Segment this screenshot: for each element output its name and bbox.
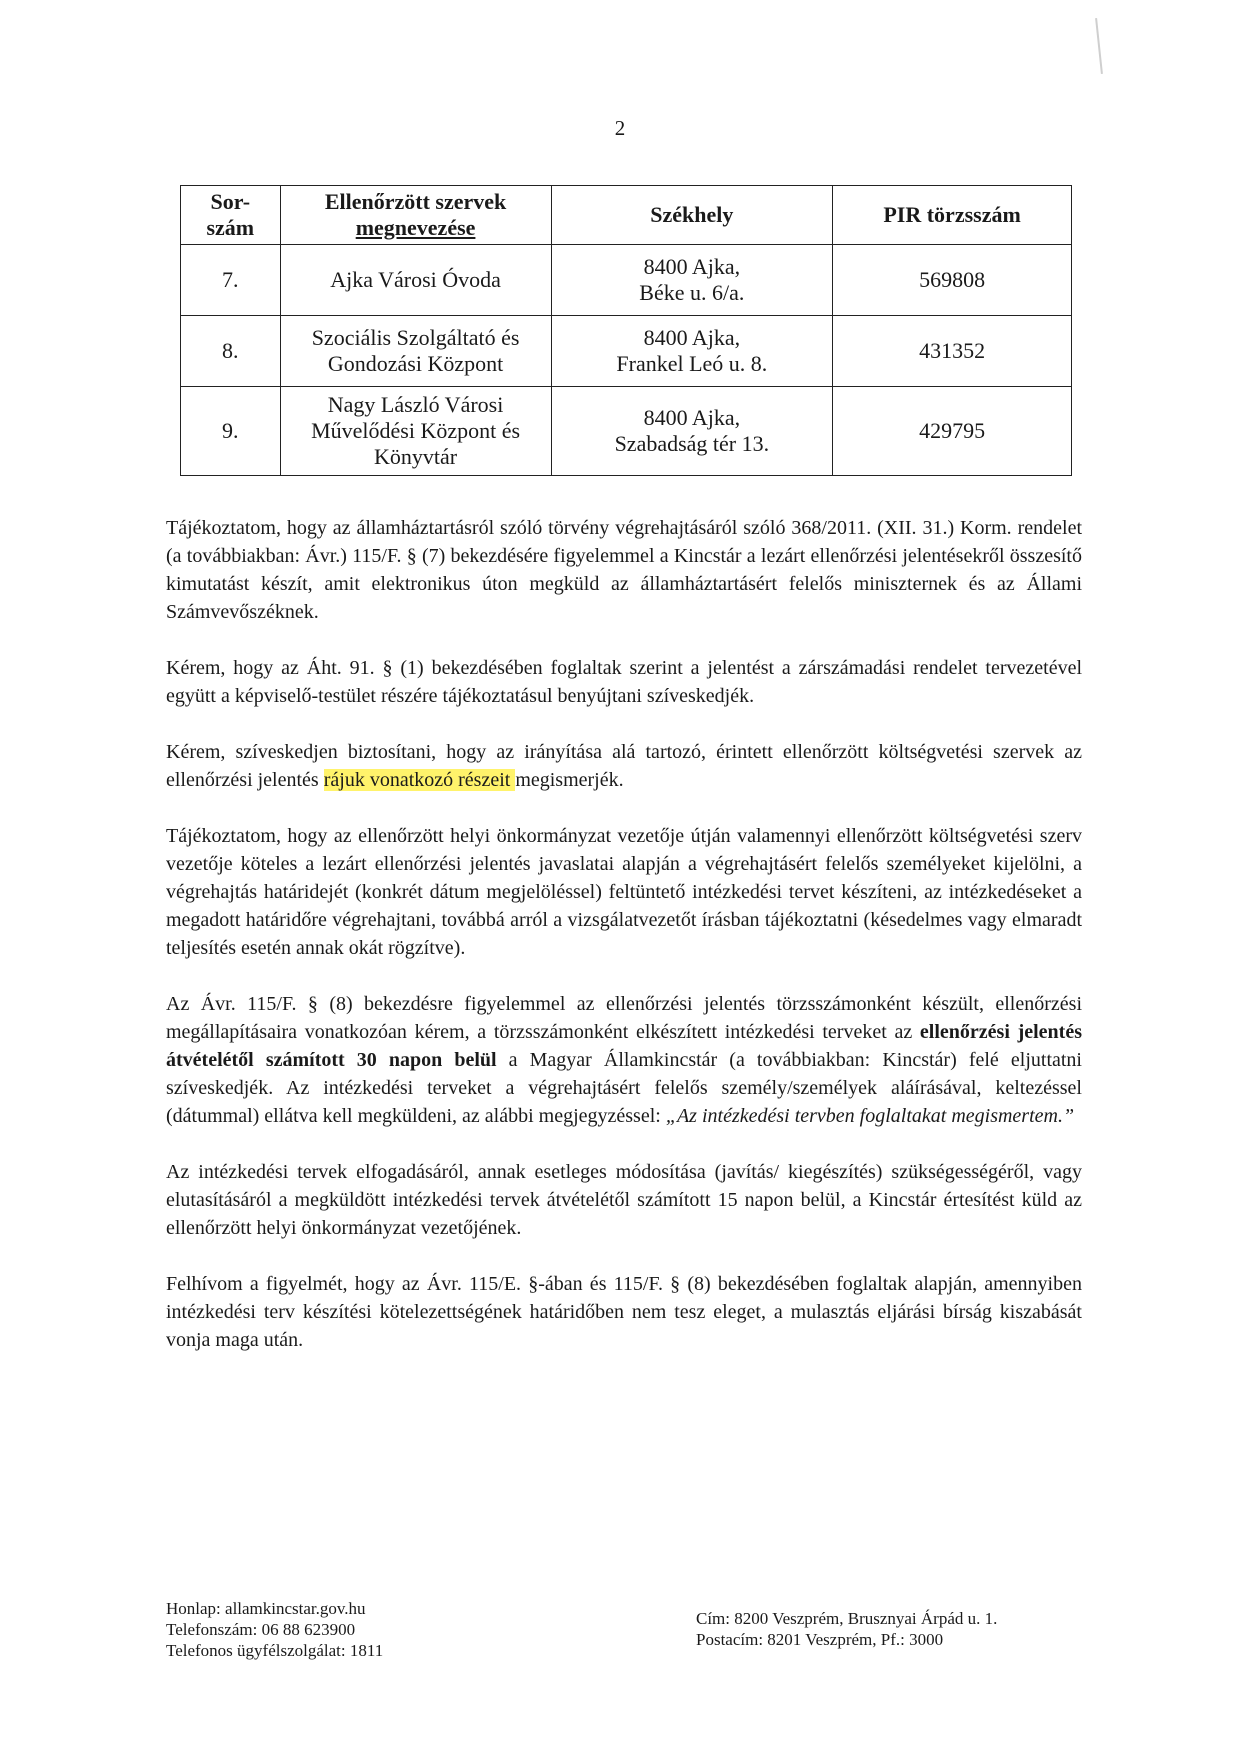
footer-helpdesk: Telefonos ügyfélszolgálat: 1811 bbox=[166, 1641, 384, 1660]
scan-artifact-line bbox=[1095, 18, 1103, 74]
paragraph-action-plan-duty: Tájékoztatom, hogy az ellenőrzött helyi önkormányzat vezetője útján valamennyi ellenőrzött költségvetési szerv vezetője köteles a lezárt ellenőrzési jelentés javaslatai alapján a végrehajtásért felelős személyeket kijelölni, a végrehajtás határidejét (konkrét dátum megjelöléssel) feltüntető intézkedési tervet készíteni, az intézkedéseket a megadott határidőre végrehajtani, továbbá arról a vizsgálatvezetőt írásban tájékoztatni (késedelmes vagy elmaradt teljesítés esetén annak okát rögzítve). bbox=[166, 825, 1082, 959]
paragraph-inform-organizations: Kérem, szíveskedjen biztosítani, hogy az irányítása alá tartozó, érintett ellenőrzött költségvetési szervek az ellenőrzési jelentés rájuk vonatkozó részeit megismerjék. bbox=[166, 741, 1082, 791]
highlighted-text: rájuk vonatkozó részeit bbox=[323, 769, 516, 791]
letter-body bbox=[166, 514, 1082, 1382]
cell-seat: 8400 Ajka, Szabadság tér 13. bbox=[551, 387, 833, 476]
cell-serial-number: 9. bbox=[181, 387, 281, 476]
deadline-emphasis: ellenőrzési jelentés átvételétől számított 30 napon belül bbox=[166, 1021, 1082, 1071]
table-row bbox=[181, 387, 1072, 476]
header-organization-name: Ellenőrzött szervek megnevezése bbox=[280, 186, 551, 245]
footer-website: Honlap: allamkincstar.gov.hu bbox=[166, 1599, 366, 1618]
header-seat: Székhely bbox=[551, 186, 833, 245]
header-serial-number: Sor- szám bbox=[181, 186, 281, 245]
cell-seat: 8400 Ajka, Frankel Leó u. 8. bbox=[551, 316, 833, 387]
cell-organization-name: Ajka Városi Óvoda bbox=[280, 245, 551, 316]
paragraph-plan-acceptance: Az intézkedési tervek elfogadásáról, annak esetleges módosítása (javítás/ kiegészítés) szükségességéről, vagy elutasításáról a megküldött intézkedési tervek átvételétől számított 15 napon belül, a Kincstár értesítést küld az ellenőrzött helyi önkormányzat vezetőjének. bbox=[166, 1161, 1082, 1239]
table-row bbox=[181, 316, 1072, 387]
page-number: 2 bbox=[614, 116, 626, 140]
paragraph-action-plan-deadline: Az Ávr. 115/F. § (8) bekezdésre figyelemmel az ellenőrzési jelentés törzsszámonként készült, ellenőrzési megállapításaira vonatkozóan kérem, a törzsszámonként elkészített intézkedési terveket az ellenőrzési jelentés átvételétől számított 30 napon belül a Magyar Államkincstár (a továbbiakban: Kincstár) felé eljuttatni szíveskedjék. Az intézkedési terveket a végrehajtásért felelős személy/személyek aláírásával, keltezéssel (dátummal) ellátva kell megküldeni, az alábbi megjegyzéssel: „Az intézkedési tervben foglaltakat megismertem.” bbox=[166, 993, 1082, 1127]
cell-organization-name: Nagy László Városi Művelődési Központ és Könyvtár bbox=[280, 387, 551, 476]
paragraph-penalty-warning: Felhívom a figyelmét, hogy az Ávr. 115/E. §-ában és 115/F. § (8) bekezdésében foglaltak alapján, amennyiben intézkedési terv készítési kötelezettségének határidőben nem tesz eleget, a mulasztás eljárási bírság kiszabását vonja maga után. bbox=[166, 1273, 1082, 1351]
footer-street-address: Cím: 8200 Veszprém, Brusznyai Árpád u. 1. bbox=[696, 1609, 998, 1628]
audited-organizations-table bbox=[180, 185, 1072, 476]
cell-organization-name: Szociális Szolgáltató és Gondozási Központ bbox=[280, 316, 551, 387]
paragraph-council-submission: Kérem, hogy az Áht. 91. § (1) bekezdésében foglaltak szerint a jelentést a zárszámadási rendelet tervezetével együtt a képviselő-testület részére tájékoztatásul benyújtani szíveskedjék. bbox=[166, 657, 1082, 707]
cell-serial-number: 7. bbox=[181, 245, 281, 316]
cell-pir-number: 429795 bbox=[833, 387, 1072, 476]
footer-address bbox=[696, 1608, 997, 1650]
cell-pir-number: 569808 bbox=[833, 245, 1072, 316]
footer-contact bbox=[166, 1598, 383, 1661]
paragraph-summary-report: Tájékoztatom, hogy az államháztartásról szóló törvény végrehajtásáról szóló 368/2011. (XII. 31.) Korm. rendelet (a továbbiakban: Ávr.) 115/F. § (7) bekezdésére figyelemmel a Kincstár a lezárt ellenőrzési jelentésekről összesítő kimutatást készít, amit elektronikus úton megküld az államháztartásért felelős miniszternek és az Állami Számvevőszéknek. bbox=[166, 517, 1082, 623]
footer-phone: Telefonszám: 06 88 623900 bbox=[166, 1620, 356, 1639]
cell-serial-number: 8. bbox=[181, 316, 281, 387]
header-pir-number: PIR törzsszám bbox=[833, 186, 1072, 245]
required-remark: „Az intézkedési tervben foglaltakat megismertem.” bbox=[665, 1105, 1075, 1127]
cell-seat: 8400 Ajka, Béke u. 6/a. bbox=[551, 245, 833, 316]
table-header-row bbox=[181, 186, 1072, 245]
table-row bbox=[181, 245, 1072, 316]
cell-pir-number: 431352 bbox=[833, 316, 1072, 387]
footer-postal-address: Postacím: 8201 Veszprém, Pf.: 3000 bbox=[696, 1630, 944, 1649]
